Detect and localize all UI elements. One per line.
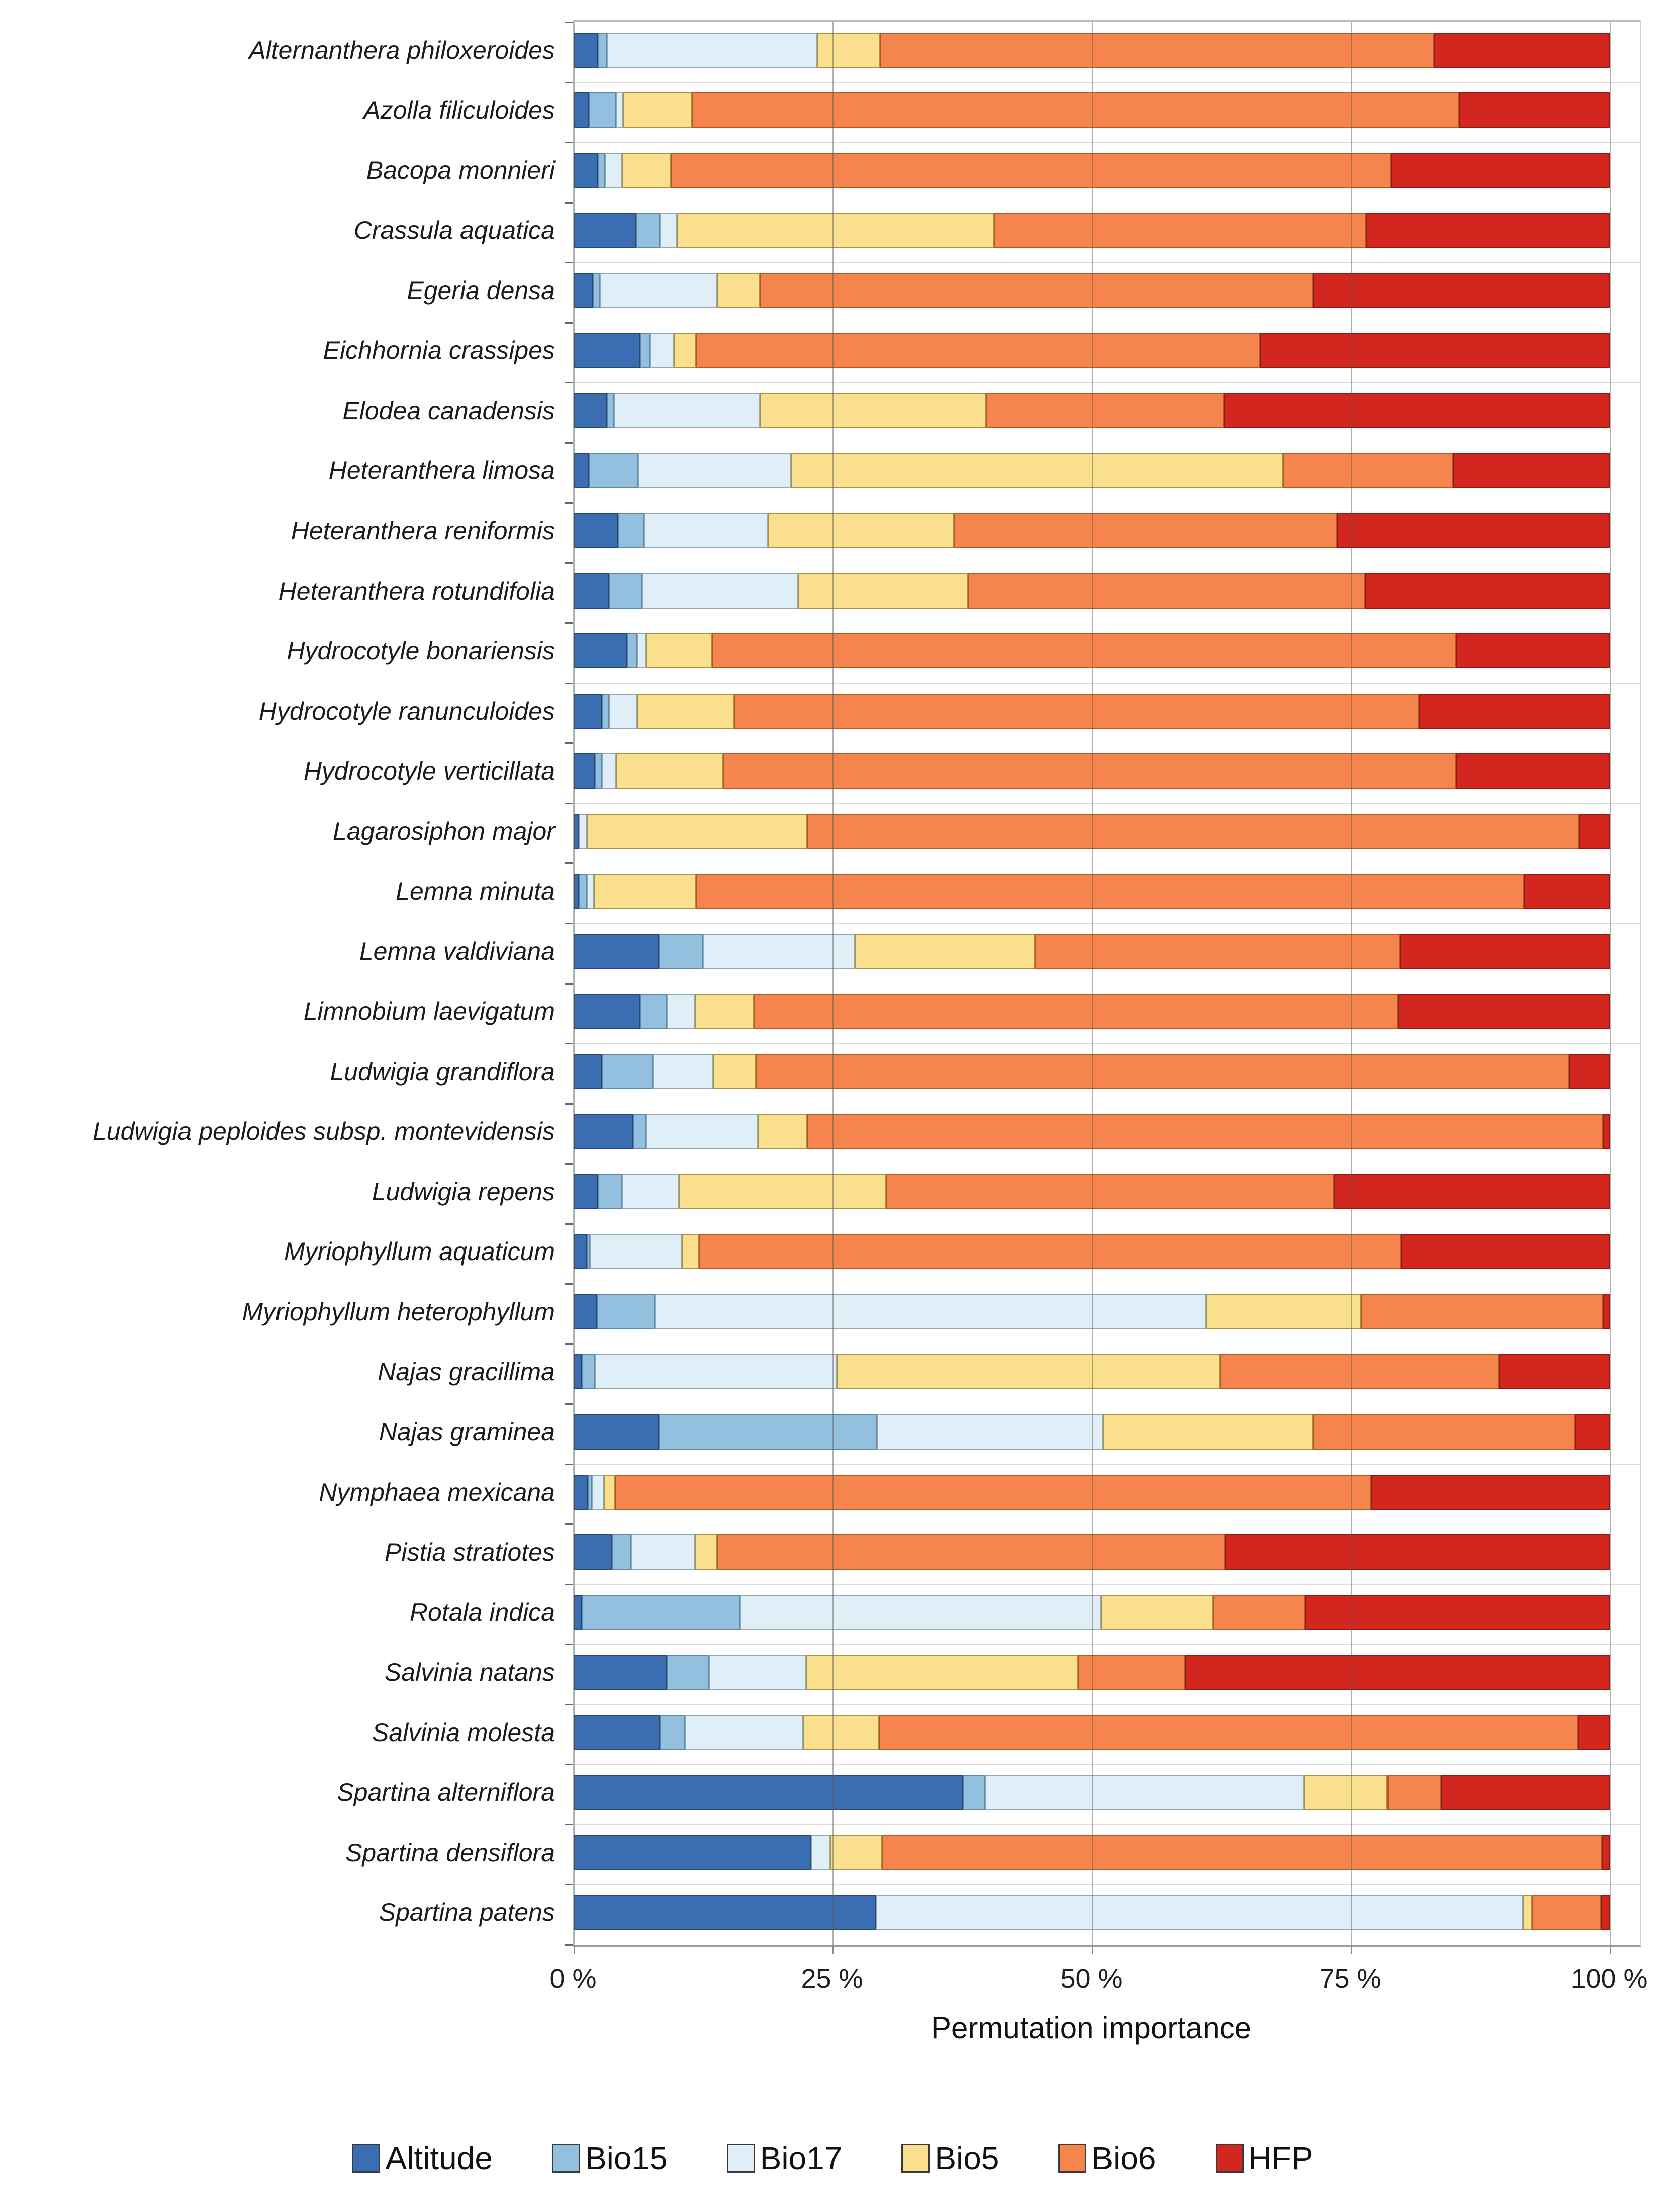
legend-label: HFP [1248, 2140, 1313, 2176]
bar-segment-bio17 [811, 1835, 830, 1870]
gridline [1351, 22, 1352, 1945]
bar-segment-bio5 [622, 153, 671, 188]
bar-segment-hfp [1400, 934, 1610, 969]
bar-segment-altitude [574, 1715, 660, 1750]
bar-segment-bio17 [985, 1775, 1304, 1810]
bar-segment-altitude [574, 1775, 963, 1810]
bar-segment-bio17 [607, 33, 817, 68]
bar-segment-bio6 [1361, 1294, 1603, 1329]
bar-segment-bio17 [600, 273, 717, 308]
bar-segment-bio6 [807, 814, 1579, 849]
legend-label: Bio6 [1091, 2140, 1156, 2176]
legend-item [901, 2142, 999, 2174]
species-label: Ludwigia peploides subsp. montevidensis [92, 1117, 555, 1146]
bar-segment-bio17 [579, 814, 586, 849]
bar-segment-altitude [574, 573, 609, 609]
bar-segment-hfp [1601, 1895, 1610, 1930]
bar-segment-altitude [574, 92, 589, 128]
bar-segment-bio17 [876, 1895, 1523, 1930]
bar-segment-bio5 [674, 333, 696, 368]
bar-segment-bio5 [758, 1114, 807, 1149]
bar-segment-bio5 [803, 1715, 878, 1750]
bar-segment-bio15 [667, 1655, 708, 1690]
bar-segment-bio17 [622, 1174, 679, 1209]
bar-segment-bio6 [882, 1835, 1602, 1870]
bar-segment-bio17 [642, 573, 798, 609]
bar-segment-bio15 [589, 453, 638, 488]
bar-segment-hfp [1366, 213, 1610, 248]
bar-segment-hfp [1391, 153, 1610, 188]
bar-segment-bio17 [592, 1475, 604, 1510]
bar-segment-bio5 [623, 92, 692, 128]
bar-segment-bio17 [644, 513, 768, 548]
bar-segment-bio6 [886, 1174, 1333, 1209]
bar-segment-bio15 [659, 934, 703, 969]
bar-segment-altitude [574, 33, 598, 68]
bar-segment-bio17 [631, 1534, 695, 1570]
species-label: Heteranthera rotundifolia [278, 576, 555, 605]
x-axis-tick [832, 1945, 834, 1954]
bar-segment-bio5 [713, 1054, 756, 1089]
bar-segment-bio5 [587, 814, 807, 849]
bar-segment-bio15 [659, 1414, 877, 1450]
bar-segment-bio15 [582, 1595, 739, 1630]
species-label: Crassula aquatica [353, 216, 555, 245]
bar-segment-bio15 [612, 1534, 631, 1570]
bar-segment-bio15 [627, 633, 637, 668]
bar-segment-bio15 [598, 1174, 621, 1209]
legend-label: Bio17 [760, 2140, 843, 2176]
legend-item [727, 2142, 843, 2174]
species-label: Egeria densa [407, 276, 555, 305]
bar-segment-bio5 [695, 994, 753, 1029]
bar-segment-bio17 [602, 753, 617, 789]
bar-segment-bio17 [637, 633, 647, 668]
species-label: Ludwigia repens [372, 1177, 555, 1206]
bar-segment-bio17 [616, 92, 622, 128]
x-tick-label: 25 % [801, 1964, 863, 1994]
bar-segment-hfp [1456, 633, 1610, 668]
species-label: Bacopa monnieri [366, 156, 555, 184]
bar-segment-hfp [1225, 1534, 1610, 1570]
bar-segment-bio5 [1103, 1414, 1313, 1450]
bar-segment-bio5 [817, 33, 880, 68]
bar-segment-altitude [574, 153, 598, 188]
bar-segment-hfp [1371, 1475, 1610, 1510]
bar-segment-bio5 [1523, 1895, 1533, 1930]
bar-segment-bio5 [717, 273, 760, 308]
bar-segment-hfp [1569, 1054, 1610, 1089]
gridline [574, 22, 575, 1945]
bar-segment-bio15 [640, 333, 650, 368]
bar-segment-bio5 [830, 1835, 882, 1870]
x-axis-tick [1092, 1945, 1093, 1954]
bar-segment-bio6 [954, 513, 1337, 548]
legend-swatch-icon [552, 2144, 580, 2173]
bar-segment-altitude [574, 1534, 612, 1570]
legend-swatch-icon [1058, 2144, 1086, 2173]
x-axis-tick [574, 1945, 575, 1954]
species-label: Hydrocotyle ranunculoides [258, 697, 555, 725]
bar-segment-bio15 [602, 1054, 653, 1089]
bar-segment-bio5 [855, 934, 1036, 969]
gridline [832, 22, 834, 1945]
bar-segment-hfp [1578, 1715, 1610, 1750]
bar-segment-bio6 [1313, 1414, 1575, 1450]
species-label: Myriophyllum aquaticum [284, 1237, 555, 1266]
bar-segment-altitude [574, 694, 602, 729]
bar-segment-bio5 [791, 453, 1283, 488]
bar-segment-altitude [574, 1895, 876, 1930]
bar-segment-bio6 [1283, 453, 1453, 488]
bar-segment-hfp [1313, 273, 1610, 308]
bar-segment-altitude [574, 1174, 598, 1209]
legend-label: Bio15 [585, 2140, 668, 2176]
bar-segment-bio5 [604, 1475, 616, 1510]
bar-segment-bio6 [968, 573, 1364, 609]
species-label: Heteranthera reniformis [291, 517, 555, 545]
bar-segment-bio15 [582, 1354, 595, 1389]
bar-segment-bio15 [636, 213, 660, 248]
bar-segment-bio15 [963, 1775, 985, 1810]
bar-segment-bio15 [640, 994, 668, 1029]
bar-segment-altitude [574, 1414, 659, 1450]
bar-segment-hfp [1456, 753, 1610, 789]
x-tick-label: 0 % [549, 1964, 597, 1994]
bar-segment-bio5 [594, 874, 696, 909]
bar-segment-hfp [1337, 513, 1610, 548]
bar-segment-hfp [1459, 92, 1610, 128]
bar-segment-hfp [1224, 393, 1610, 428]
legend-item [1058, 2142, 1156, 2174]
bar-segment-bio15 [602, 694, 609, 729]
bar-segment-bio6 [696, 333, 1260, 368]
bar-segment-bio17 [667, 994, 695, 1029]
species-label: Limnobium laevigatum [303, 997, 555, 1026]
bar-segment-bio15 [609, 573, 642, 609]
bar-segment-bio17 [638, 453, 791, 488]
species-label: Lagarosiphon major [333, 817, 555, 845]
bar-segment-altitude [574, 1475, 588, 1510]
bar-segment-bio17 [614, 393, 760, 428]
bar-segment-hfp [1524, 874, 1610, 909]
bar-segment-hfp [1603, 1294, 1610, 1329]
bar-segment-altitude [574, 513, 618, 548]
legend-swatch-icon [727, 2144, 755, 2173]
legend-label: Bio5 [935, 2140, 999, 2176]
bar-segment-bio5 [677, 213, 994, 248]
bar-segment-bio15 [589, 92, 617, 128]
x-tick-label: 75 % [1319, 1964, 1381, 1994]
bar-segment-bio5 [1206, 1294, 1361, 1329]
species-label: Eichhornia crassipes [323, 336, 555, 365]
bar-segment-altitude [574, 393, 607, 428]
legend-label: Altitude [385, 2140, 493, 2176]
bar-segment-altitude [574, 874, 579, 909]
bar-segment-hfp [1334, 1174, 1610, 1209]
bar-segment-hfp [1579, 814, 1610, 849]
bar-segment-hfp [1419, 694, 1610, 729]
gridline [1610, 22, 1611, 1945]
y-axis-tick [565, 1944, 573, 1946]
species-label: Spartina densiflora [345, 1838, 555, 1867]
bar-segment-bio5 [1101, 1595, 1213, 1630]
bar-segment-bio15 [618, 513, 645, 548]
bar-segment-bio15 [660, 1715, 685, 1750]
bar-segment-bio6 [807, 1114, 1603, 1149]
bar-segment-bio5 [616, 753, 723, 789]
bar-segment-bio15 [597, 1294, 655, 1329]
species-label: Hydrocotyle bonariensis [287, 637, 555, 665]
bar-segment-altitude [574, 1655, 667, 1690]
bar-segment-bio6 [1078, 1655, 1185, 1690]
bar-segment-hfp [1441, 1775, 1610, 1810]
bar-segment-bio17 [587, 874, 594, 909]
bar-segment-bio6 [994, 213, 1366, 248]
species-label: Myriophyllum heterophyllum [242, 1297, 555, 1326]
bar-segment-hfp [1575, 1414, 1610, 1450]
bar-segment-bio6 [1213, 1595, 1305, 1630]
gridline [1092, 22, 1093, 1945]
bar-segment-bio5 [806, 1655, 1078, 1690]
bar-segment-bio6 [696, 874, 1524, 909]
species-label: Spartina alterniflora [337, 1778, 555, 1807]
bar-segment-bio6 [1220, 1354, 1499, 1389]
bar-segment-hfp [1434, 33, 1610, 68]
bar-segment-bio15 [595, 753, 602, 789]
bar-segment-altitude [574, 1595, 582, 1630]
species-label: Salvinia natans [384, 1658, 555, 1687]
bar-segment-bio17 [605, 153, 622, 188]
bar-segment-bio5 [837, 1354, 1220, 1389]
bar-segment-hfp [1602, 1835, 1610, 1870]
bar-segment-altitude [574, 1054, 602, 1089]
species-label: Pistia stratiotes [384, 1538, 555, 1567]
x-tick-label: 100 % [1570, 1964, 1648, 1994]
bar-segment-bio6 [692, 92, 1459, 128]
bar-segment-altitude [574, 934, 659, 969]
bar-segment-bio17 [646, 1114, 758, 1149]
bar-segment-bio6 [1532, 1895, 1601, 1930]
bar-segment-bio5 [679, 1174, 886, 1209]
legend-item [1216, 2142, 1313, 2174]
bar-segment-bio17 [877, 1414, 1103, 1450]
bar-segment-bio15 [588, 1475, 592, 1510]
legend-swatch-icon [901, 2144, 930, 2173]
species-label: Lemna valdiviana [359, 937, 555, 966]
bar-segment-bio17 [590, 1234, 682, 1269]
species-label: Elodea canadensis [342, 396, 555, 425]
species-label: Spartina patens [379, 1898, 555, 1927]
bar-segment-bio17 [653, 1054, 713, 1089]
bar-segment-bio15 [598, 153, 605, 188]
bar-segment-bio5 [768, 513, 954, 548]
bar-segment-bio17 [685, 1715, 803, 1750]
bar-segment-bio6 [754, 994, 1398, 1029]
bar-segment-bio17 [709, 1655, 806, 1690]
bar-segment-altitude [574, 1294, 597, 1329]
bar-segment-bio6 [712, 633, 1456, 668]
bar-segment-bio17 [660, 213, 677, 248]
species-label: Hydrocotyle verticillata [303, 757, 555, 786]
species-label: Heteranthera limosa [328, 456, 555, 485]
bar-segment-bio17 [650, 333, 673, 368]
bar-segment-bio6 [699, 1234, 1401, 1269]
bar-segment-altitude [574, 333, 640, 368]
bar-segment-hfp [1398, 994, 1610, 1029]
bar-segment-altitude [574, 753, 595, 789]
bar-segment-altitude [574, 994, 640, 1029]
bar-segment-hfp [1401, 1234, 1610, 1269]
legend-item [552, 2142, 668, 2174]
bar-segment-hfp [1185, 1655, 1610, 1690]
bar-segment-bio17 [655, 1294, 1206, 1329]
bar-segment-hfp [1499, 1354, 1610, 1389]
bar-segment-hfp [1453, 453, 1610, 488]
x-axis-tick [1351, 1945, 1352, 1954]
species-label: Najas graminea [379, 1417, 555, 1446]
bar-segment-bio17 [609, 694, 637, 729]
bar-segment-altitude [574, 1354, 582, 1389]
species-label: Azolla filiculoides [363, 96, 555, 125]
bar-segment-bio5 [798, 573, 968, 609]
bar-segment-altitude [574, 1114, 633, 1149]
bar-segment-altitude [574, 1835, 811, 1870]
legend [0, 2142, 1665, 2174]
bar-segment-bio5 [682, 1234, 699, 1269]
bar-segment-bio15 [593, 273, 600, 308]
legend-swatch-icon [1216, 2144, 1244, 2173]
bar-segment-bio6 [760, 273, 1313, 308]
bar-segment-hfp [1365, 573, 1610, 609]
bar-segment-altitude [574, 814, 579, 849]
bar-segment-bio15 [633, 1114, 646, 1149]
bar-segment-hfp [1260, 333, 1610, 368]
bar-segment-altitude [574, 453, 589, 488]
bar-segment-bio5 [695, 1534, 717, 1570]
bar-segment-bio6 [986, 393, 1224, 428]
bar-segment-bio6 [717, 1534, 1225, 1570]
bar-segment-bio5 [1304, 1775, 1387, 1810]
species-label: Alternanthera philoxeroides [249, 36, 555, 64]
species-label: Najas gracillima [378, 1358, 555, 1386]
bar-segment-bio6 [879, 1715, 1578, 1750]
bar-segment-bio5 [646, 633, 712, 668]
bar-segment-bio6 [1387, 1775, 1441, 1810]
bar-segment-bio17 [740, 1595, 1101, 1630]
x-tick-label: 50 % [1060, 1964, 1123, 1994]
x-axis-title: Permutation importance [931, 2011, 1251, 2045]
legend-item [352, 2142, 492, 2174]
bar-segment-bio5 [760, 393, 986, 428]
species-label: Salvinia molesta [372, 1718, 555, 1747]
bar-segment-hfp [1603, 1114, 1610, 1149]
legend-swatch-icon [352, 2144, 380, 2173]
bar-segment-bio17 [595, 1354, 837, 1389]
bar-segment-bio15 [579, 874, 586, 909]
bar-segment-bio15 [607, 393, 614, 428]
bar-segment-altitude [574, 1234, 587, 1269]
bar-segment-altitude [574, 273, 593, 308]
bar-segment-bio6 [615, 1475, 1370, 1510]
x-axis-tick [1610, 1945, 1611, 1954]
species-label: Lemna minuta [396, 877, 555, 906]
species-label: Ludwigia grandiflora [330, 1057, 555, 1086]
bar-segment-bio6 [671, 153, 1391, 188]
species-label: Rotala indica [409, 1598, 555, 1626]
species-label: Nymphaea mexicana [319, 1478, 555, 1506]
bar-segment-bio15 [598, 33, 607, 68]
bar-segment-bio6 [734, 694, 1418, 729]
bar-segment-altitude [574, 633, 627, 668]
bar-segment-altitude [574, 213, 636, 248]
bar-segment-bio6 [756, 1054, 1569, 1089]
bar-segment-bio5 [637, 694, 735, 729]
bar-segment-bio6 [1035, 934, 1400, 969]
